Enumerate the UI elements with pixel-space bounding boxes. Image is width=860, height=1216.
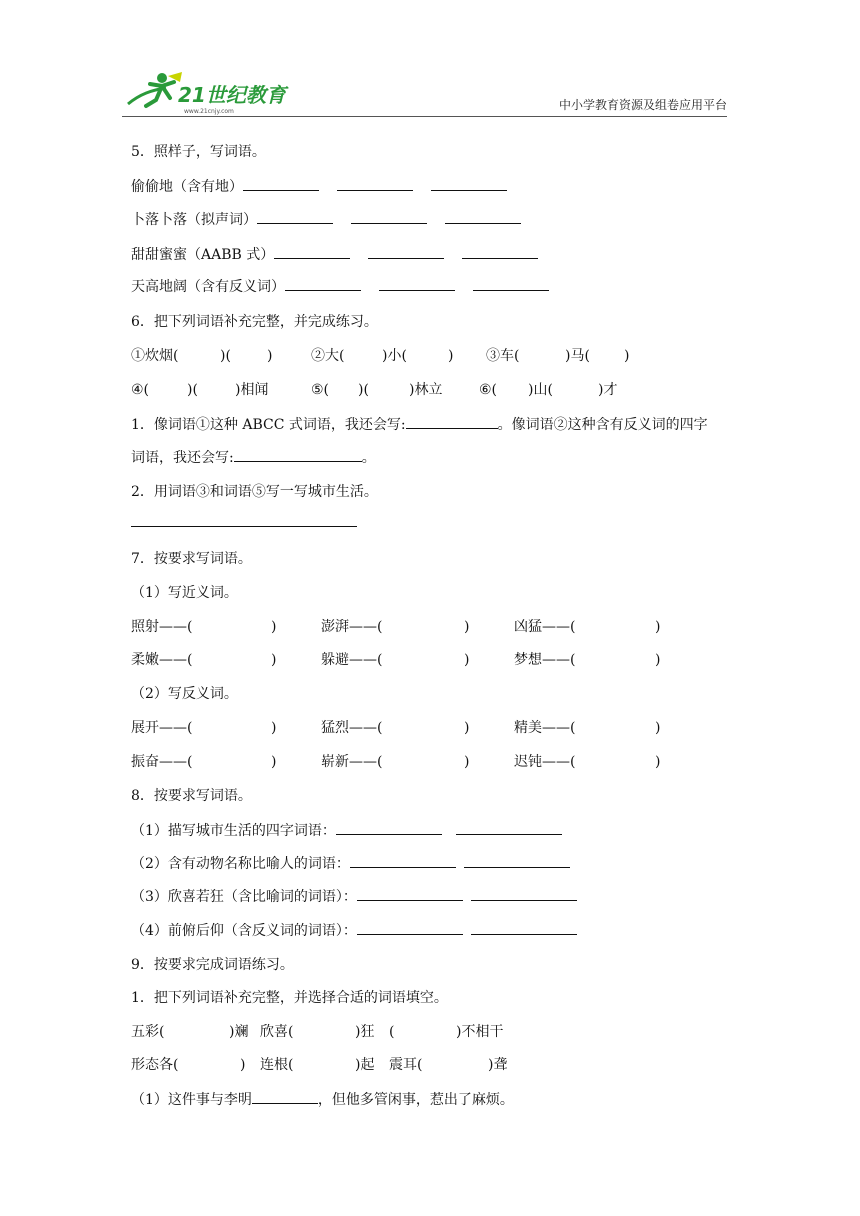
q6-sub2-answer [131,512,357,533]
answer-blank[interactable] [368,244,444,259]
answer-blank[interactable] [464,853,570,868]
q7-close: ) [271,754,277,770]
q5-title: 5．照样子，写词语。 [131,144,266,160]
q7-close: ) [271,619,277,635]
answer-blank[interactable] [379,276,455,291]
q6-word-5a: ⑤( [311,382,330,398]
q8-title: 8．按要求写词语。 [131,788,252,804]
q7-ant-prompt: 振奋——( [131,754,193,770]
q7-close: ) [464,720,470,736]
q7-syn-prompt: 躲避——( [321,652,383,668]
q6-word-6b: )山( [528,382,553,398]
q9-word: )斓 [229,1024,249,1040]
q7-syn-prompt: 柔嫩——( [131,652,193,668]
q7-part2: （2）写反义词。 [131,686,238,702]
q6-word-4a: ④( [131,382,150,398]
answer-blank[interactable] [471,886,577,901]
q8-prompt: （4）前俯后仰（含反义词的词语）： [131,923,357,939]
q7-ant-prompt: 迟钝——( [514,754,576,770]
q5-row [131,276,549,297]
q6-word-6a: ⑥( [479,382,498,398]
answer-blank[interactable] [357,886,463,901]
q9-word: )聋 [488,1057,508,1073]
q6-word-2a: ②大( [311,348,345,364]
page-header [122,68,727,116]
q6-sub1-text: 1．像词语①这种 ABCC 式词语，我还会写: [131,417,406,433]
q6-word-5c: )林立 [409,382,443,398]
header-divider [122,116,727,117]
q7-part1: （1）写近义词。 [131,585,238,601]
q6-word-4b: )( [187,382,198,398]
answer-blank[interactable] [257,209,333,224]
q9-word: 形态各( [131,1057,179,1073]
q7-title: 7．按要求写词语。 [131,551,252,567]
answer-blank[interactable] [445,209,521,224]
q9-word: )狂 [355,1024,375,1040]
q9-word: )不相干 [456,1024,504,1040]
q5-row [131,209,521,230]
q6-sub1-text-2: 。像词语②这种含有反义词的四字 [497,417,708,433]
q8-item [131,920,577,941]
q6-word-2c: ) [448,348,454,364]
answer-blank[interactable] [336,820,442,835]
q7-syn-prompt: 凶猛——( [514,619,576,635]
answer-blank[interactable] [252,1089,318,1104]
q8-item [131,853,570,874]
answer-blank[interactable] [431,176,507,191]
q6-sub1 [131,414,708,435]
q9-word: 连根( [260,1057,294,1073]
q6-word-6c: )才 [598,382,618,398]
q8-item [131,886,577,907]
q9-word: 欣喜( [260,1024,294,1040]
q8-item [131,820,562,841]
q6-sub1-text-4: 。 [361,450,376,466]
site-logo [122,68,292,116]
q6-word-2b: )小( [382,348,407,364]
q7-close: ) [655,652,661,668]
q8-prompt: （2）含有动物名称比喻人的词语： [131,856,350,872]
answer-blank[interactable] [357,920,463,935]
q7-close: ) [271,720,277,736]
q6-word-1b: )( [220,348,231,364]
answer-blank[interactable] [456,820,562,835]
q9-word: 五彩( [131,1024,165,1040]
q6-sub1-text-3: 词语，我还会写: [131,450,234,466]
answer-blank[interactable] [131,512,357,527]
answer-blank[interactable] [473,276,549,291]
platform-name: 中小学教育资源及组卷应用平台 [558,98,727,112]
q6-word-4c: )相闻 [235,382,269,398]
answer-blank[interactable] [462,244,538,259]
q8-prompt: （3）欣喜若狂（含比喻词的词语）： [131,889,357,905]
q5-prompt: 偷偷地（含有地） [131,179,243,195]
q7-ant-prompt: 崭新——( [321,754,383,770]
q7-close: ) [655,619,661,635]
q5-prompt: 卜落卜落（拟声词） [131,212,257,228]
q7-ant-prompt: 猛烈——( [321,720,383,736]
q9-word: ( [389,1024,395,1040]
q7-syn-prompt: 澎湃——( [321,619,383,635]
q6-title: 6．把下列词语补充完整，并完成练习。 [131,314,378,330]
answer-blank[interactable] [350,853,456,868]
q9-sentence-text-2: ，但他多管闲事，惹出了麻烦。 [317,1092,514,1108]
answer-blank[interactable] [351,209,427,224]
logo-url: www.21cnjy.com [184,108,234,115]
answer-blank[interactable] [406,414,498,429]
q9-word: ) [240,1057,246,1073]
q6-word-3c: ) [624,348,630,364]
q7-close: ) [271,652,277,668]
q9-title: 9．按要求完成词语练习。 [131,957,294,973]
q9-sentence-text: （1）这件事与李明 [131,1092,252,1108]
q9-sub1: 1．把下列词语补充完整，并选择合适的词语填空。 [131,990,448,1006]
q9-word: )起 [355,1057,375,1073]
q5-prompt: 甜甜蜜蜜（AABB 式） [131,247,275,263]
q6-word-3b: )马( [565,348,590,364]
answer-blank[interactable] [243,176,319,191]
q7-close: ) [464,652,470,668]
answer-blank[interactable] [234,447,362,462]
q7-close: ) [655,720,661,736]
q8-prompt: （1）描写城市生活的四字词语： [131,823,336,839]
q5-row [131,176,507,197]
q6-word-1c: ) [267,348,273,364]
q6-word-1a: ①炊烟( [131,348,179,364]
logo-text: 21世纪教育 [178,83,286,107]
q6-sub1-cont [131,447,376,468]
q7-ant-prompt: 展开——( [131,720,193,736]
q7-ant-prompt: 精美——( [514,720,576,736]
q9-word: 震耳( [389,1057,423,1073]
answer-blank[interactable] [337,176,413,191]
answer-blank[interactable] [471,920,577,935]
q5-row [131,244,538,265]
q6-word-5b: )( [358,382,369,398]
q7-close: ) [464,619,470,635]
q7-close: ) [655,754,661,770]
q9-sentence-1 [131,1089,514,1110]
q7-syn-prompt: 梦想——( [514,652,576,668]
q6-sub2: 2．用词语③和词语⑤写一写城市生活。 [131,484,378,500]
q7-syn-prompt: 照射——( [131,619,193,635]
answer-blank[interactable] [285,276,361,291]
answer-blank[interactable] [274,244,350,259]
q5-prompt: 天高地阔（含有反义词） [131,279,285,295]
q6-word-3a: ③车( [486,348,520,364]
q7-close: ) [464,754,470,770]
